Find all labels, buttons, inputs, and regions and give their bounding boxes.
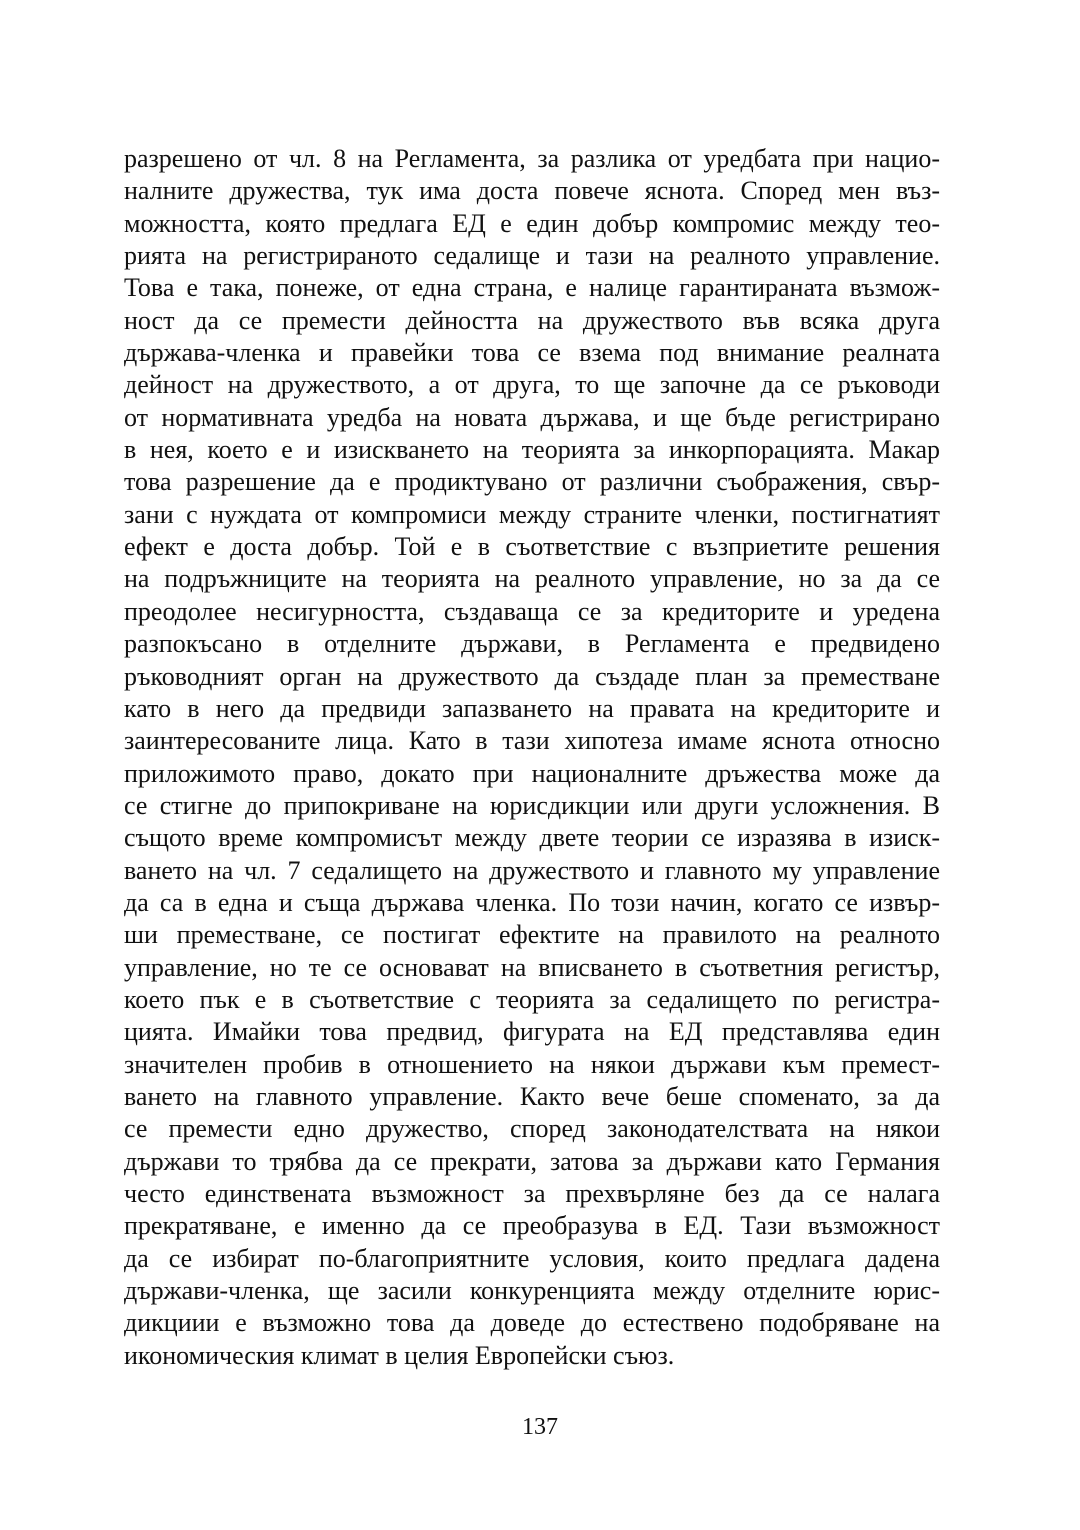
text-line: разпокъсано в отделните държави, в Регламента е предвидено [124,629,940,659]
text-line: от нормативната уредба на новата държава, и ще бъде регистрирано [124,402,940,432]
text-line: дейност на дружеството, а от друга, то ще започне да се ръководи [124,370,940,400]
text-line: в нея, което е и изискването на теорията за инкорпорацията. Макар [124,435,940,465]
text-line: на подръжниците на теорията на реалното управление, но за да се [124,564,940,594]
text-line: ването на чл. 7 седалището на дружеството и главното му управление [124,855,940,885]
text-line: се премести едно дружество, според законодателствата на някои [124,1114,940,1144]
text-line: дикциии е възможно това да доведе до естествено подобряване на [124,1308,940,1338]
text-line: това разрешение да е продиктувано от различни съображения, свър- [124,467,940,497]
text-line: ването на главното управление. Както вече беше споменато, за да [124,1081,940,1111]
text-line: налните дружества, тук има доста повече яснота. Според мен въз- [124,176,940,206]
text-line: се стигне до припокриване на юрисдикции или други усложнения. В [124,790,940,820]
text-line: което пък е в съответствие с теорията за седалището по регистра- [124,984,940,1014]
text-line: разрешено от чл. 8 на Регламента, за разлика от уредбата при нацио- [124,144,940,173]
text-line: да се избират по-благоприятните условия, които предлага дадена [124,1243,940,1273]
text-line: прекратяване, е именно да се преобразува в ЕД. Тази възможност [124,1211,940,1241]
page-number: 137 [522,1414,558,1440]
text-line: ши преместване, се постигат ефектите на правилото на реалното [124,920,940,950]
text-line: често единствената възможност за прехвърляне без да се налага [124,1179,940,1208]
text-line: като в него да предвиди запазването на правата на кредиторите и [124,693,940,723]
text-line: ефект е доста добър. Той е в съответствие с възприетите решения [124,532,940,562]
text-line: значителен пробив в отношението на някои държави към премест- [124,1049,940,1079]
text-line: държави то трябва да се прекрати, затова за държави като Германия [124,1146,940,1176]
text-line: можността, която предлага ЕД е един добър компромис между тео- [124,208,940,238]
body-text [124,143,940,1372]
text-line: преодолее несигурността, създаваща се за кредиторите и уредена [124,596,940,626]
text-line: ност да се премести дейността на дружеството във всяка друга [124,305,940,335]
text-line-last: икономическия климат в целия Европейски съюз. [124,1340,675,1370]
text-line: държави-членка, ще засили конкуренцията между отделните юрис- [124,1276,940,1306]
text-line: рията на регистрираното седалище и тази на реалното управление. [124,241,940,271]
text-line: да са в една и съща държава членка. По този начин, когато се извър- [124,887,940,917]
text-line: приложимото право, докато при националните дръжества може да [124,758,940,788]
text-line: управление, но те се основават на вписването в съответния регистър, [124,952,940,982]
text-line: зани с нуждата от компромиси между страните членки, постигнатият [124,499,940,529]
text-line: същото време компромисът между двете теории се изразява в изиск- [124,823,940,853]
text-line: държава-членка и правейки това се взема под внимание реалната [124,338,940,368]
text-line: цията. Имайки това предвид, фигурата на ЕД представлява един [124,1017,940,1047]
text-line: ръководният орган на дружеството да създаде план за преместване [124,661,940,691]
text-line: Това е така, понеже, от една страна, е налице гарантираната възмож- [124,273,940,303]
text-line: заинтересованите лица. Като в тази хипотеза имаме яснота относно [124,726,940,756]
